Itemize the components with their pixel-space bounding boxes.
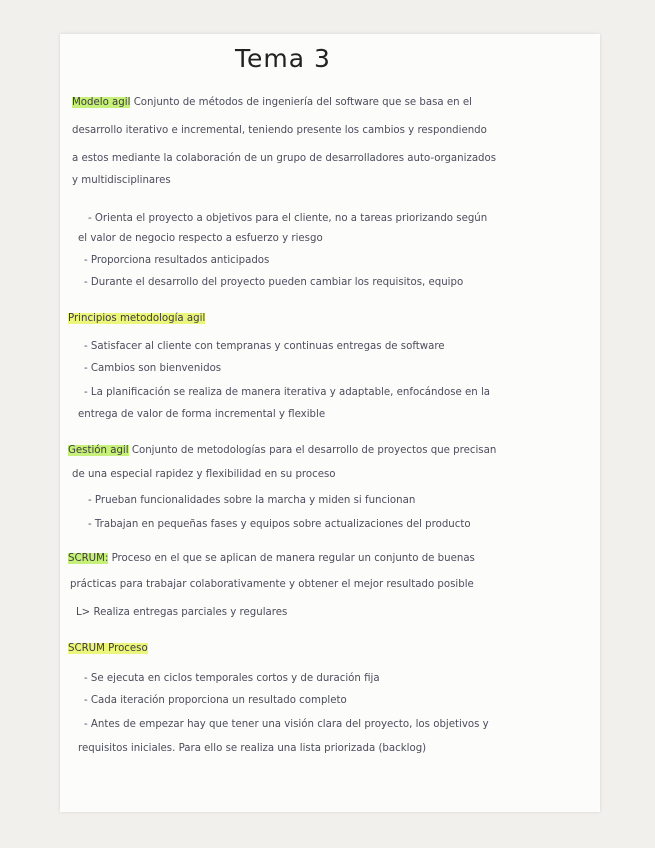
scrum-definition-1: Proceso en el que se aplican de manera regular un conjunto de buenas xyxy=(111,553,475,564)
modelo-definition-2: desarrollo iterativo e incremental, teniendo presente los cambios y respondiendo xyxy=(72,125,487,136)
gestion-bullet-1: - Prueban funcionalidades sobre la marcha y miden si funcionan xyxy=(88,495,416,506)
principios-bullet-1: - Satisfacer al cliente con tempranas y continuas entregas de software xyxy=(84,341,445,352)
scrum-proceso-heading: SCRUM Proceso xyxy=(68,643,148,654)
modelo-definition-4: y multidisciplinares xyxy=(72,175,171,186)
modelo-agil-heading: Modelo agil xyxy=(72,97,131,108)
scrum-proceso-bullet-1: - Se ejecuta en ciclos temporales cortos y de duración fija xyxy=(84,673,380,684)
scrum-proceso-bullet-3b: requisitos iniciales. Para ello se realiza una lista priorizada (backlog) xyxy=(78,743,427,754)
gestion-definition-2: de una especial rapidez y flexibilidad en su proceso xyxy=(72,469,336,480)
page-title: Tema 3 xyxy=(235,44,331,73)
principios-bullet-3a: - La planificación se realiza de manera iterativa y adaptable, enfocándose en la xyxy=(84,387,491,398)
modelo-definition-1: Conjunto de métodos de ingeniería del software que se basa en el xyxy=(133,97,472,108)
scrum-proceso-bullet-3a: - Antes de empezar hay que tener una visión clara del proyecto, los objetivos y xyxy=(84,719,489,730)
notebook-page xyxy=(60,34,600,812)
modelo-bullet-3: - Durante el desarrollo del proyecto pueden cambiar los requisitos, equipo xyxy=(84,277,464,288)
gestion-bullet-2: - Trabajan en pequeñas fases y equipos sobre actualizaciones del producto xyxy=(88,519,471,530)
gestion-definition-1: Conjunto de metodologías para el desarrollo de proyectos que precisan xyxy=(131,445,497,456)
principios-bullet-2: - Cambios son bienvenidos xyxy=(84,363,222,374)
scrum-definition-2: prácticas para trabajar colaborativamente y obtener el mejor resultado posible xyxy=(70,579,474,590)
scrum-line-1 xyxy=(68,552,475,566)
principios-bullet-3b: entrega de valor de forma incremental y flexible xyxy=(78,409,326,420)
modelo-bullet-1a: - Orienta el proyecto a objetivos para el cliente, no a tareas priorizando según xyxy=(88,213,488,224)
modelo-bullet-1b: el valor de negocio respecto a esfuerzo y riesgo xyxy=(78,233,323,244)
scrum-heading: SCRUM: xyxy=(68,553,109,564)
gestion-line-1 xyxy=(68,444,496,458)
principios-heading: Principios metodología agil xyxy=(68,313,206,324)
modelo-definition-3: a estos mediante la colaboración de un grupo de desarrolladores auto-organizados xyxy=(72,153,497,164)
gestion-agil-heading: Gestión agil xyxy=(68,445,129,456)
scrum-arrow-note: L> Realiza entregas parciales y regulares xyxy=(76,607,288,618)
modelo-bullet-2: - Proporciona resultados anticipados xyxy=(84,255,270,266)
scrum-proceso-bullet-2: - Cada iteración proporciona un resultado completo xyxy=(84,695,347,706)
modelo-line-1 xyxy=(72,96,472,110)
